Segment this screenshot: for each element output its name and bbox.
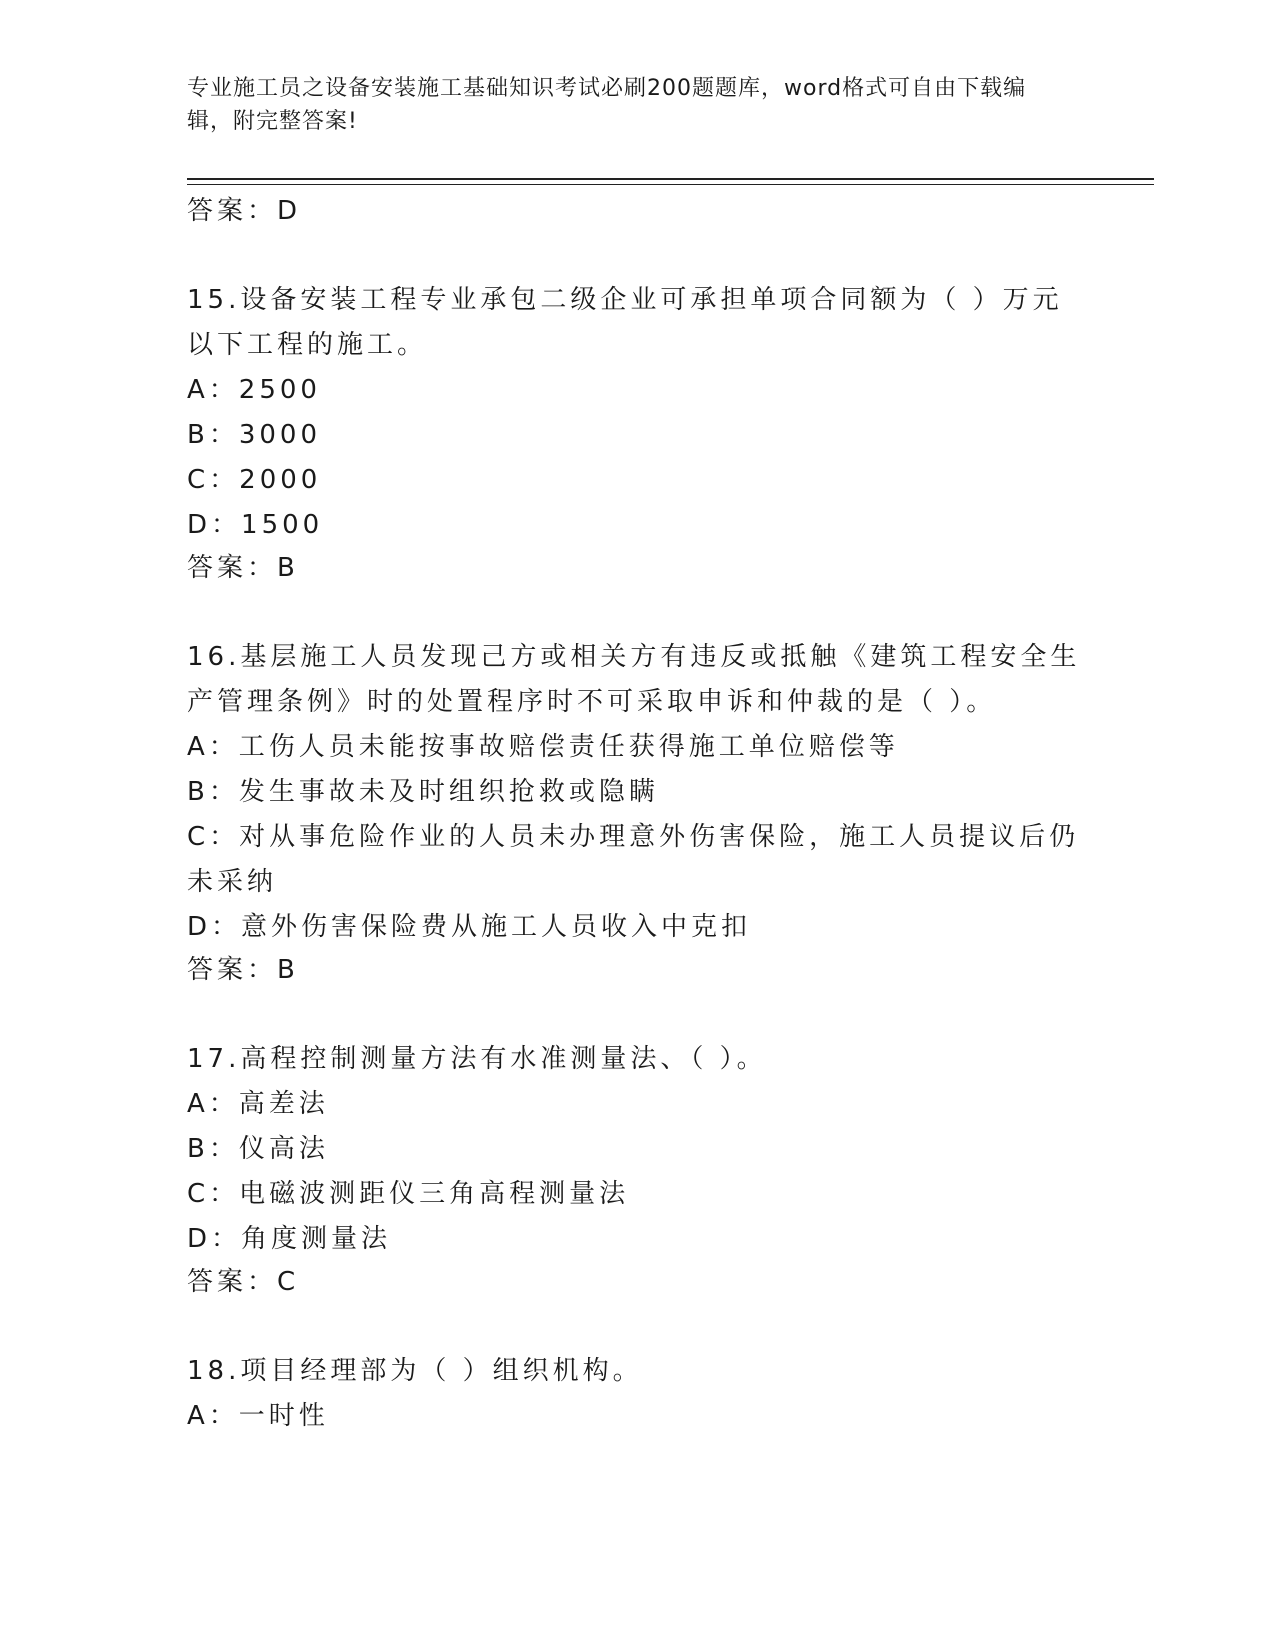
- question-17: [187, 1037, 1087, 1302]
- question-stem: 17.高程控制测量方法有水准测量法、（ ）。: [187, 1044, 767, 1074]
- option-d: D：意外伤害保险费从施工人员收入中克扣: [187, 912, 752, 942]
- header-rule-thick: [187, 178, 1154, 180]
- question-16: [187, 635, 1087, 990]
- option-a: A：高差法: [187, 1089, 329, 1119]
- option-b: B：3000: [187, 420, 322, 450]
- answer-line: 答案：B: [187, 955, 299, 985]
- question-stem: 15.设备安装工程专业承包二级企业可承担单项合同额为（ ）万元以下工程的施工。: [187, 285, 1063, 360]
- document-header: [187, 72, 1067, 138]
- option-c: C：2000: [187, 465, 322, 495]
- question-stem: 16.基层施工人员发现己方或相关方有违反或抵触《建筑工程安全生产管理条例》时的处置程序时不可采取申诉和仲裁的是（ ）。: [187, 642, 1081, 717]
- option-a: A：2500: [187, 375, 321, 405]
- option-a: A：一时性: [187, 1401, 329, 1431]
- option-d: D：1500: [187, 510, 324, 540]
- question-18: [187, 1349, 1087, 1439]
- option-b: B：仪高法: [187, 1134, 329, 1164]
- option-b: B：发生事故未及时组织抢救或隐瞒: [187, 777, 659, 807]
- option-c: C：电磁波测距仪三角高程测量法: [187, 1179, 630, 1209]
- option-c: C：对从事危险作业的人员未办理意外伤害保险，施工人员提议后仍未采纳: [187, 822, 1080, 897]
- question-stem: 18.项目经理部为（ ）组织机构。: [187, 1356, 643, 1386]
- header-rule-thin: [187, 184, 1154, 185]
- header-title: 专业施工员之设备安装施工基础知识考试必刷200题题库，word格式可自由下载编辑，附完整答案!: [187, 76, 1027, 134]
- answer-line: 答案：D: [187, 196, 302, 226]
- answer-line: 答案：B: [187, 553, 299, 583]
- option-a: A：工伤人员未能按事故赔偿责任获得施工单位赔偿等: [187, 732, 899, 762]
- option-d: D：角度测量法: [187, 1224, 392, 1254]
- question-15: [187, 278, 1087, 588]
- answer-line: 答案：C: [187, 1267, 300, 1297]
- question-list: [187, 191, 1087, 1439]
